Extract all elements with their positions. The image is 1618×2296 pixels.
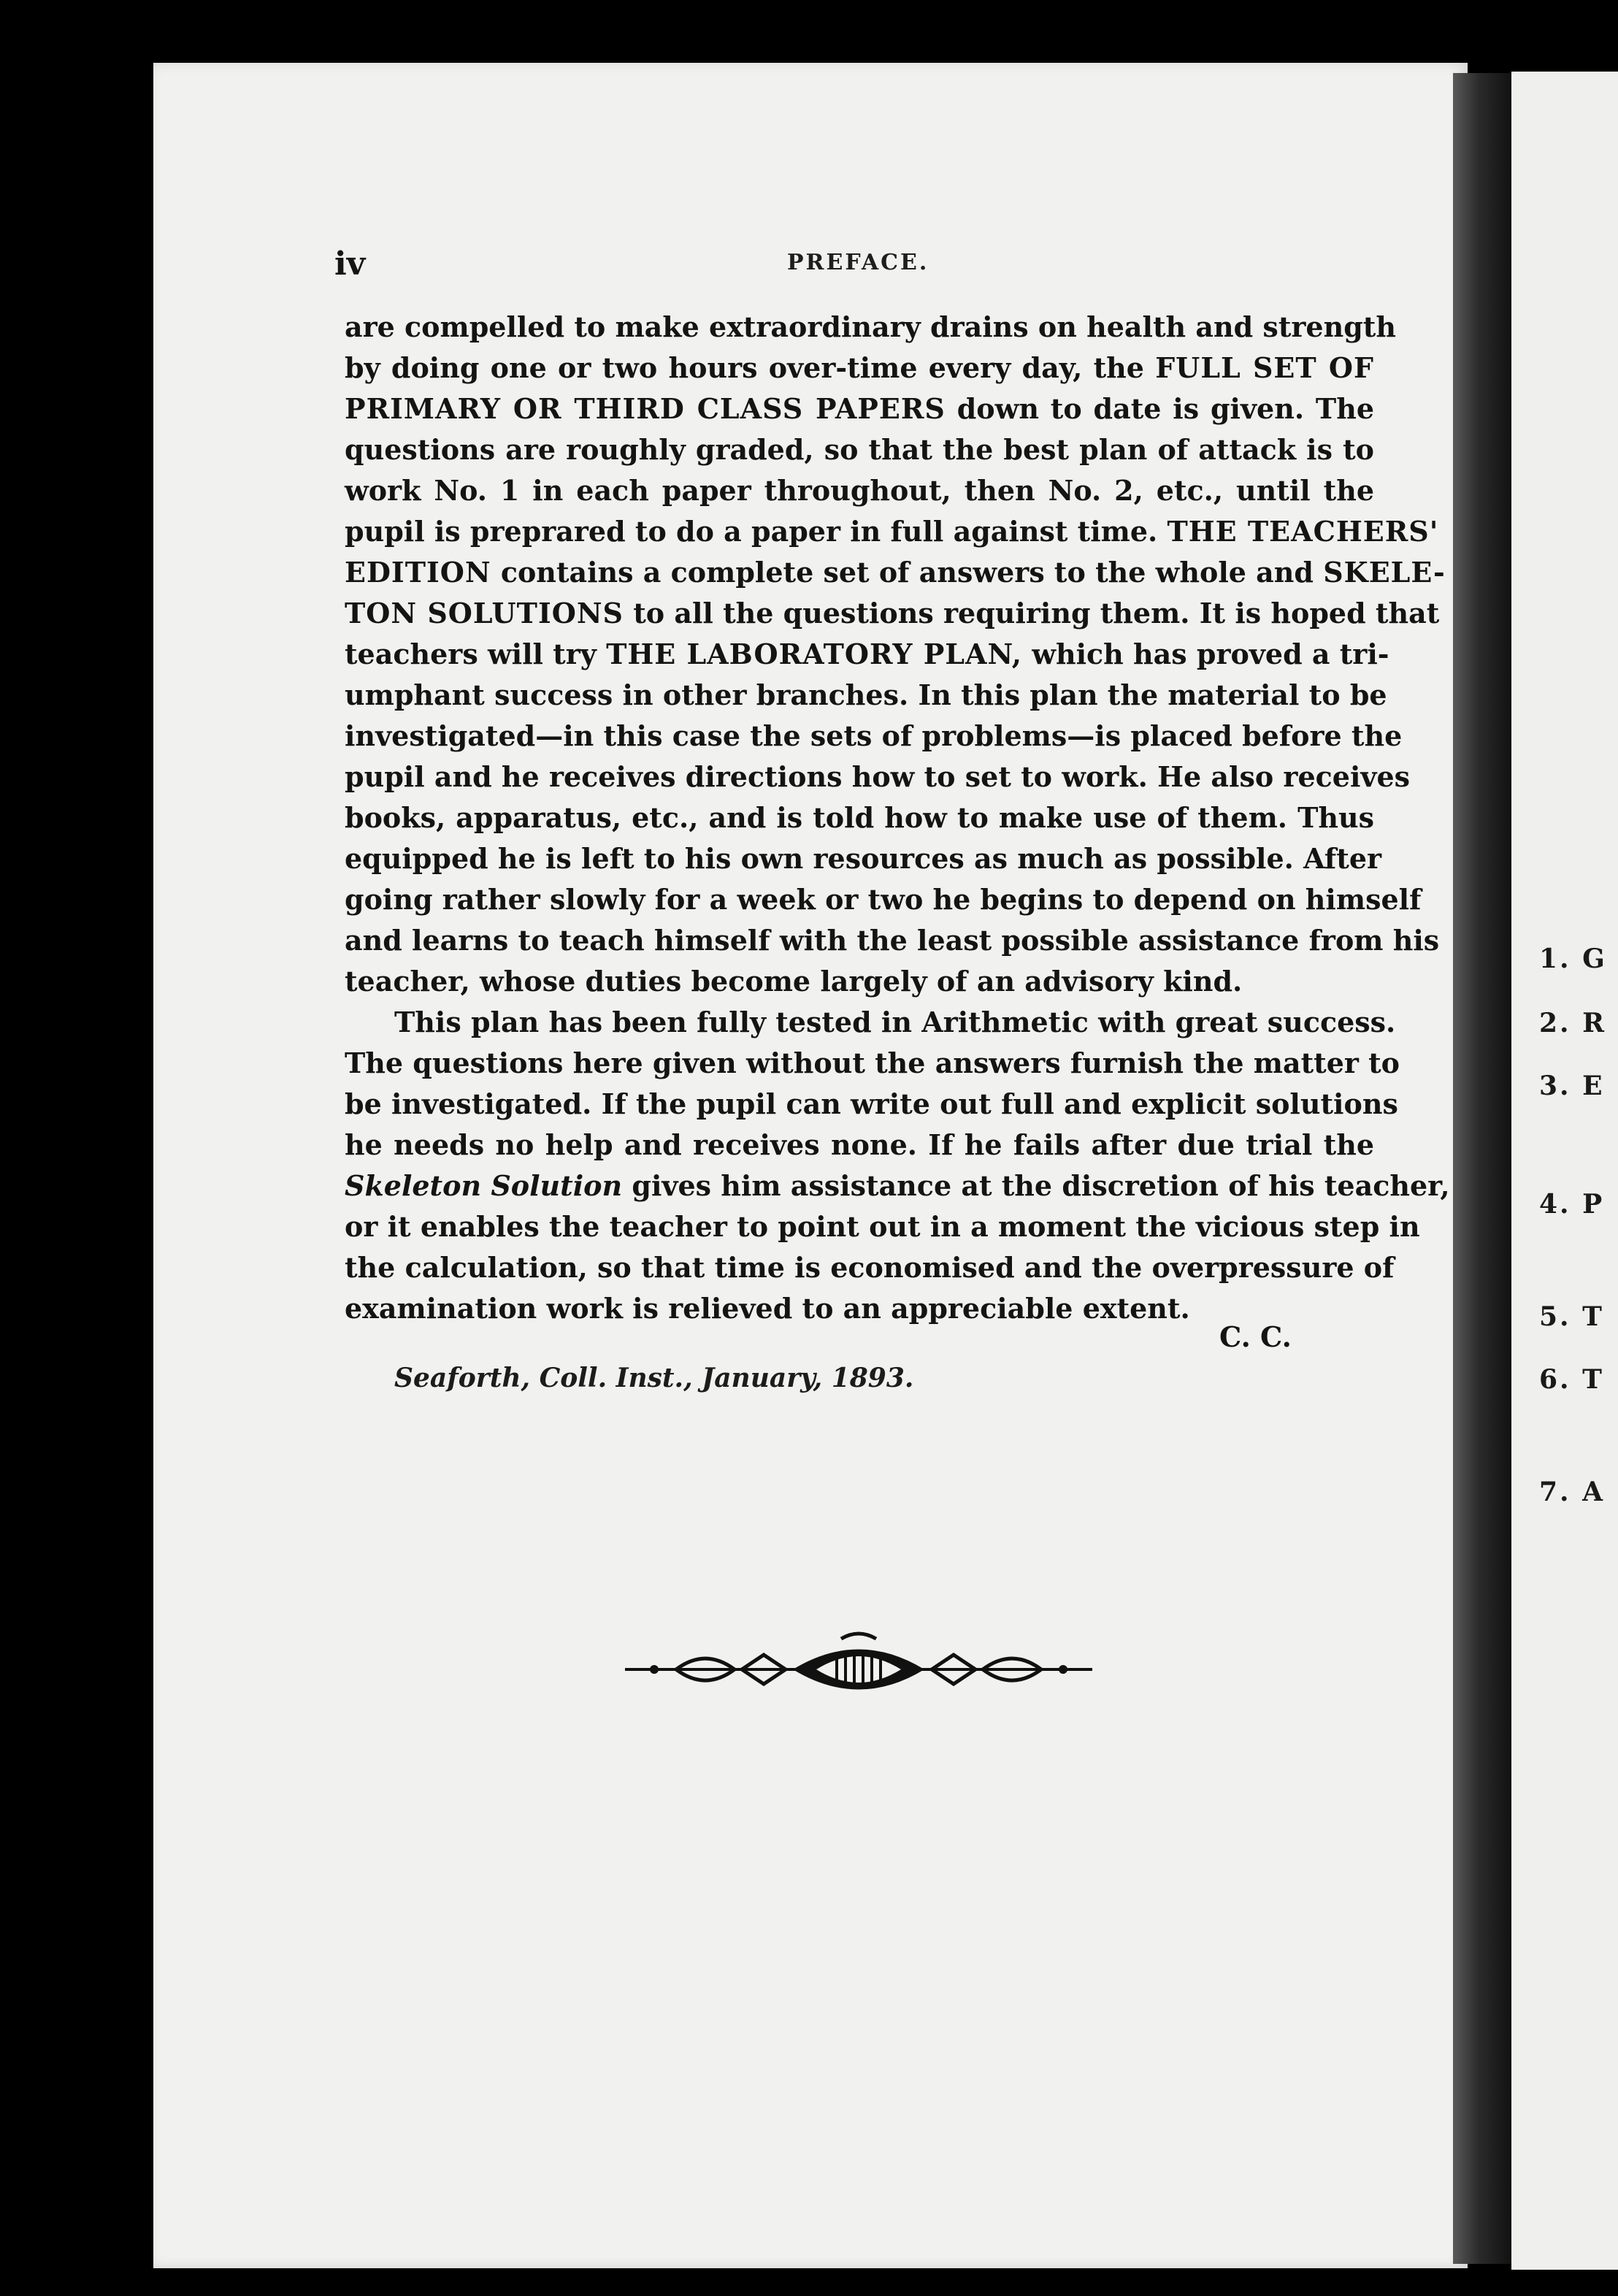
dateline: Seaforth, Coll. Inst., January, 1893. bbox=[394, 1363, 914, 1393]
text-line: equipped he is left to his own resources as much as possible. After bbox=[345, 842, 1382, 875]
text-line: are compelled to make extraordinary drains on health and strength bbox=[345, 310, 1396, 343]
page-number: iv bbox=[334, 245, 366, 283]
text-line: and learns to teach himself with the least possible assistance from his bbox=[345, 924, 1440, 957]
running-head bbox=[334, 245, 1386, 283]
text-line: questions are roughly graded, so that the best plan of attack is to bbox=[345, 433, 1374, 466]
text-line: books, apparatus, etc., and is told how to make use of them. Thus bbox=[345, 801, 1374, 834]
text-line: PRIMARY OR THIRD CLASS PAPERS down to date is given. The bbox=[345, 392, 1374, 425]
text-line: going rather slowly for a week or two he begins to depend on himself bbox=[345, 883, 1422, 916]
text-line: investigated—in this case the sets of problems—is placed before the bbox=[345, 719, 1403, 752]
text-line: be investigated. If the pupil can write out full and explicit solutions bbox=[345, 1087, 1398, 1120]
text-line: or it enables the teacher to point out in a moment the vicious step in bbox=[345, 1210, 1420, 1243]
text-emphasis: SKELE- bbox=[1323, 556, 1446, 589]
text-line: Skeleton Solution gives him assistance at the discretion of his teacher, bbox=[345, 1169, 1450, 1202]
text-emphasis: THE TEACHERS' bbox=[1167, 515, 1439, 548]
facing-page-line: 7. A bbox=[1539, 1477, 1606, 1507]
facing-page-line: 5. T bbox=[1539, 1301, 1604, 1332]
text-emphasis: TON SOLUTIONS bbox=[345, 597, 624, 630]
page-title: PREFACE. bbox=[787, 250, 929, 275]
text-emphasis: PRIMARY OR THIRD CLASS PAPERS bbox=[345, 392, 946, 425]
text-line: examination work is relieved to an appreciable extent. bbox=[345, 1292, 1190, 1325]
text-emphasis: Skeleton Solution bbox=[345, 1169, 623, 1202]
author-signature: C. C. bbox=[1219, 1320, 1292, 1353]
preface-text bbox=[345, 307, 1450, 1329]
text-line: pupil and he receives directions how to set to work. He also receives bbox=[345, 760, 1411, 793]
text-line: The questions here given without the answers furnish the matter to bbox=[345, 1046, 1400, 1079]
facing-page-line: 6. T bbox=[1539, 1364, 1604, 1395]
text-line: umphant success in other branches. In this plan the material to be bbox=[345, 678, 1387, 711]
text-line: work No. 1 in each paper throughout, then No. 2, etc., until the bbox=[345, 474, 1374, 507]
facing-page-line: 3. E bbox=[1539, 1071, 1605, 1101]
text-line: teachers will try THE LABORATORY PLAN, which has proved a tri- bbox=[345, 638, 1389, 670]
facing-page bbox=[1511, 72, 1618, 2270]
text-line: EDITION contains a complete set of answers to the whole and SKELE- bbox=[345, 556, 1446, 589]
text-line: the calculation, so that time is economised and the overpressure of bbox=[345, 1251, 1395, 1284]
text-line: by doing one or two hours over-time every day, the FULL SET OF bbox=[345, 351, 1374, 384]
text-line: TON SOLUTIONS to all the questions requiring them. It is hoped that bbox=[345, 597, 1440, 630]
facing-page-line: 1. G bbox=[1539, 944, 1607, 974]
text-emphasis: EDITION bbox=[345, 556, 491, 589]
text-line: This plan has been fully tested in Arithmetic with great success. bbox=[394, 1006, 1396, 1038]
facing-page-line: 2. R bbox=[1539, 1008, 1607, 1038]
text-emphasis: THE LABORATORY PLAN, bbox=[606, 638, 1023, 670]
book-spine bbox=[1453, 73, 1519, 2264]
facing-page-line: 4. P bbox=[1539, 1189, 1605, 1220]
text-emphasis: FULL SET OF bbox=[1155, 351, 1374, 384]
text-line: teacher, whose duties become largely of an advisory kind. bbox=[345, 965, 1243, 998]
text-line: he needs no help and receives none. If he fails after due trial the bbox=[345, 1128, 1374, 1161]
decorative-ornament-icon bbox=[625, 1626, 1092, 1713]
text-line: pupil is preprared to do a paper in full against time. THE TEACHERS' bbox=[345, 515, 1439, 548]
